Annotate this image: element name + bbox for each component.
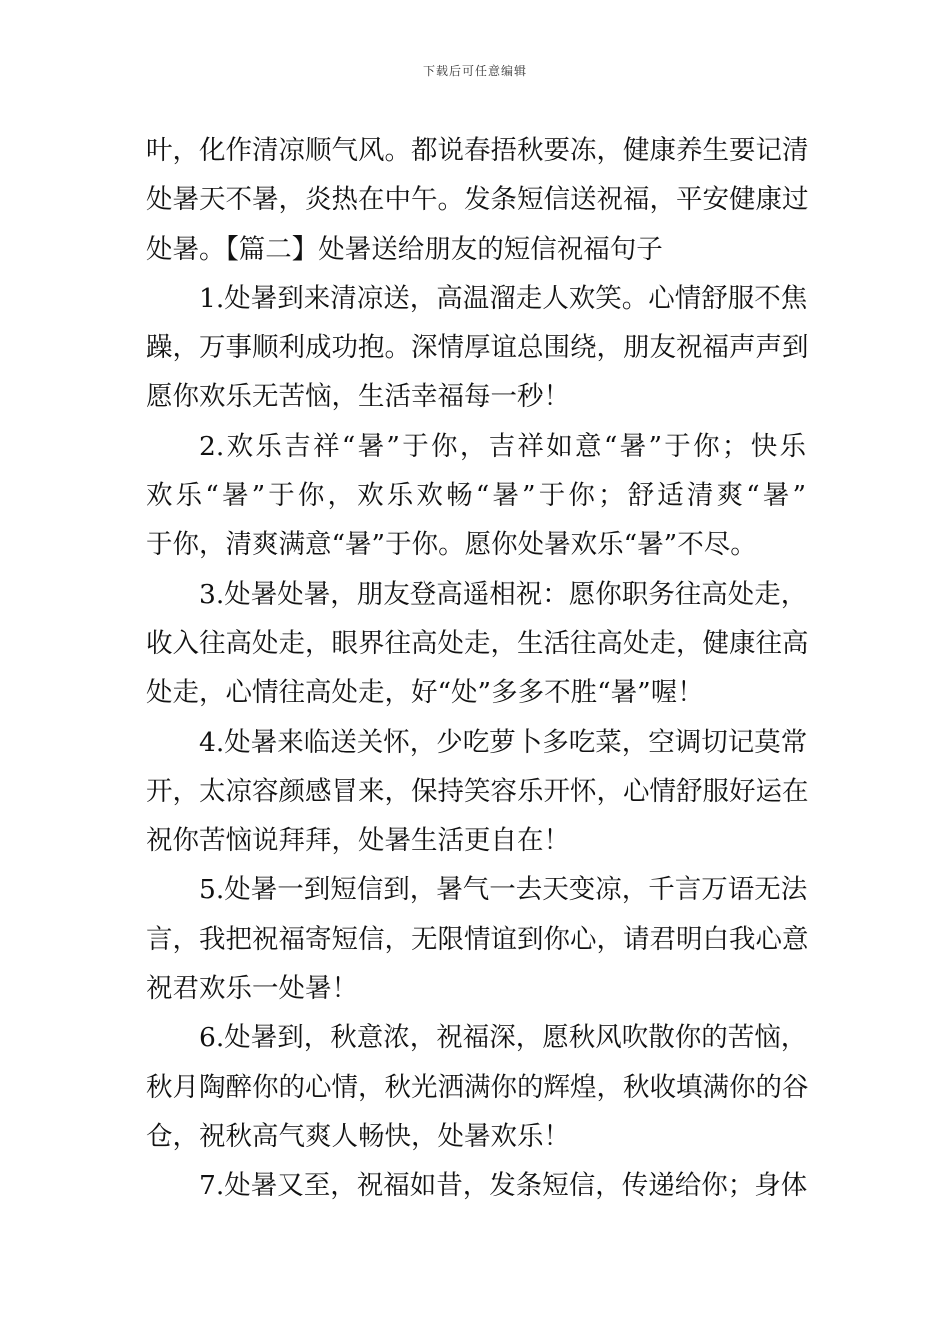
document-body (146, 126, 809, 1211)
text-line: 6.处暑到，秋意浓，祝福深，愿秋风吹散你的苦恼， (199, 1022, 808, 1054)
text-line: 言，我把祝福寄短信，无限情谊到你心，请君明白我心意 (146, 923, 809, 955)
text-line: 祝你苦恼说拜拜，处暑生活更自在！ (146, 825, 570, 857)
text-line: 开，太凉容颜感冒来，保持笑容乐开怀，心情舒服好运在 (146, 775, 809, 807)
text-line: 1.处暑到来清凉送，高温溜走人欢笑。心情舒服不焦 (199, 282, 808, 314)
page-header-note: 下载后可任意编辑 (422, 64, 527, 78)
text-line: 处暑。【篇二】处暑送给朋友的短信祝福句子 (146, 233, 663, 265)
text-line: 秋月陶醉你的心情，秋光洒满你的辉煌，秋收填满你的谷 (146, 1071, 809, 1103)
text-line: 欢乐“暑”于你，欢乐欢畅“暑”于你；舒适清爽“暑” (146, 480, 806, 512)
text-line: 仓，祝秋高气爽人畅快，处暑欢乐！ (146, 1120, 570, 1152)
text-line: 叶，化作清凉顺气风。都说春捂秋要冻，健康养生要记清 (146, 135, 809, 166)
text-line: 祝君欢乐一处暑！ (146, 973, 358, 1005)
text-line: 7.处暑又至，祝福如昔，发条短信，传递给你；身体 (199, 1170, 808, 1202)
text-line: 愿你欢乐无苦恼，生活幸福每一秒！ (146, 381, 570, 413)
text-line: 处走，心情往高处走，好“处”多多不胜“暑”喔！ (146, 677, 704, 709)
text-line: 收入往高处走，眼界往高处走，生活往高处走，健康往高 (146, 627, 809, 659)
text-line: 躁，万事顺利成功抱。深情厚谊总围绕，朋友祝福声声到 (146, 332, 809, 364)
text-line: 2.欢乐吉祥“暑”于你，吉祥如意“暑”于你；快乐 (199, 430, 806, 462)
text-line: 4.处暑来临送关怀，少吃萝卜多吃菜，空调切记莫常 (199, 726, 808, 758)
text-line: 于你，清爽满意“暑”于你。愿你处暑欢乐“暑”不尽。 (146, 529, 757, 561)
text-line: 5.处暑一到短信到，暑气一去天变凉，千言万语无法 (199, 874, 808, 906)
text-line: 3.处暑处暑，朋友登高遥相祝：愿你职务往高处走， (199, 578, 808, 610)
text-line: 处暑天不暑，炎热在中午。发条短信送祝福，平安健康过 (146, 184, 809, 216)
